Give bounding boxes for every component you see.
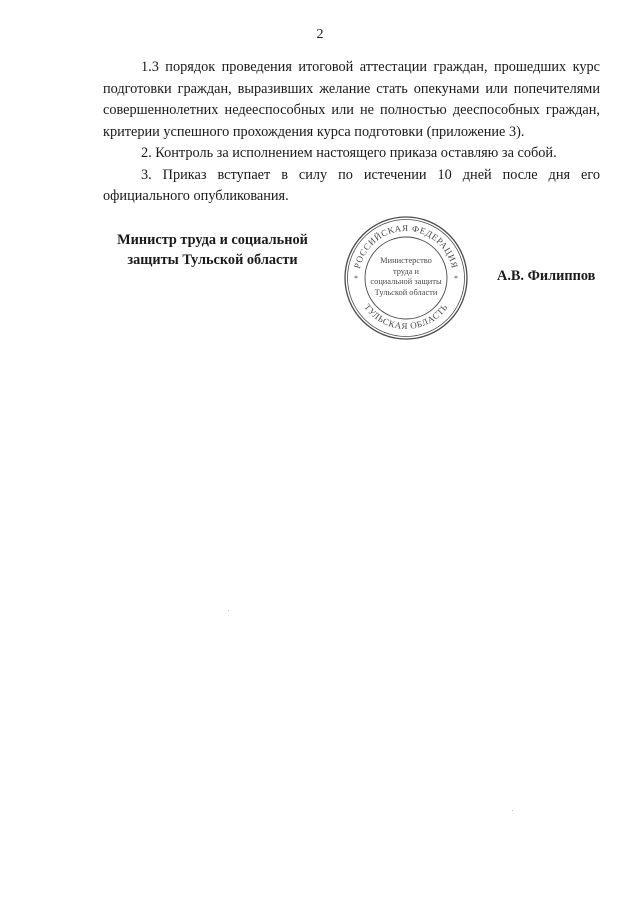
scan-speck — [512, 810, 513, 811]
seal-star-right-icon: * — [454, 274, 458, 283]
seal-inner-text — [364, 256, 448, 298]
signatory-title-line-2: защиты Тульской области — [127, 252, 298, 268]
seal-top-text: РОССИЙСКАЯ ФЕДЕРАЦИЯ — [352, 222, 460, 270]
page-number: 2 — [316, 27, 324, 42]
seal-star-left-icon: * — [354, 274, 358, 283]
signatory-title-line-1: Министр труда и социальной — [117, 232, 308, 248]
scan-speck — [228, 610, 229, 611]
svg-text:ТУЛЬСКАЯ ОБЛАСТЬ — [362, 302, 449, 331]
paragraph-2: 2. Контроль за исполнением настоящего приказа оставляю за собой. — [141, 145, 557, 161]
paragraph-3: 3. Приказ вступает в силу по истечении 10 дней после дня его официального опубликования. — [103, 166, 600, 204]
seal-bottom-text: ТУЛЬСКАЯ ОБЛАСТЬ — [362, 302, 450, 332]
document-body — [103, 57, 600, 208]
seal-inner-line-2: труда и — [392, 266, 420, 276]
paragraph-1-3: 1.3 порядок проведения итоговой аттестации граждан, прошедших курс подготовки граждан, выразивших желание стать опекунами или попечителями совершеннолетних недееспособных или не полностью дееспособных граждан, критерии успешного прохождения курса подготовки (приложение 3). — [103, 59, 600, 140]
signatory-name: А.В. Филиппов — [497, 268, 596, 284]
official-seal — [342, 214, 470, 342]
seal-inner-line-1: Министерство — [380, 256, 432, 265]
seal-inner-line-3: социальной защиты — [370, 277, 442, 286]
seal-inner-line-4: Тульской области — [374, 287, 438, 297]
signatory-title — [100, 230, 325, 270]
